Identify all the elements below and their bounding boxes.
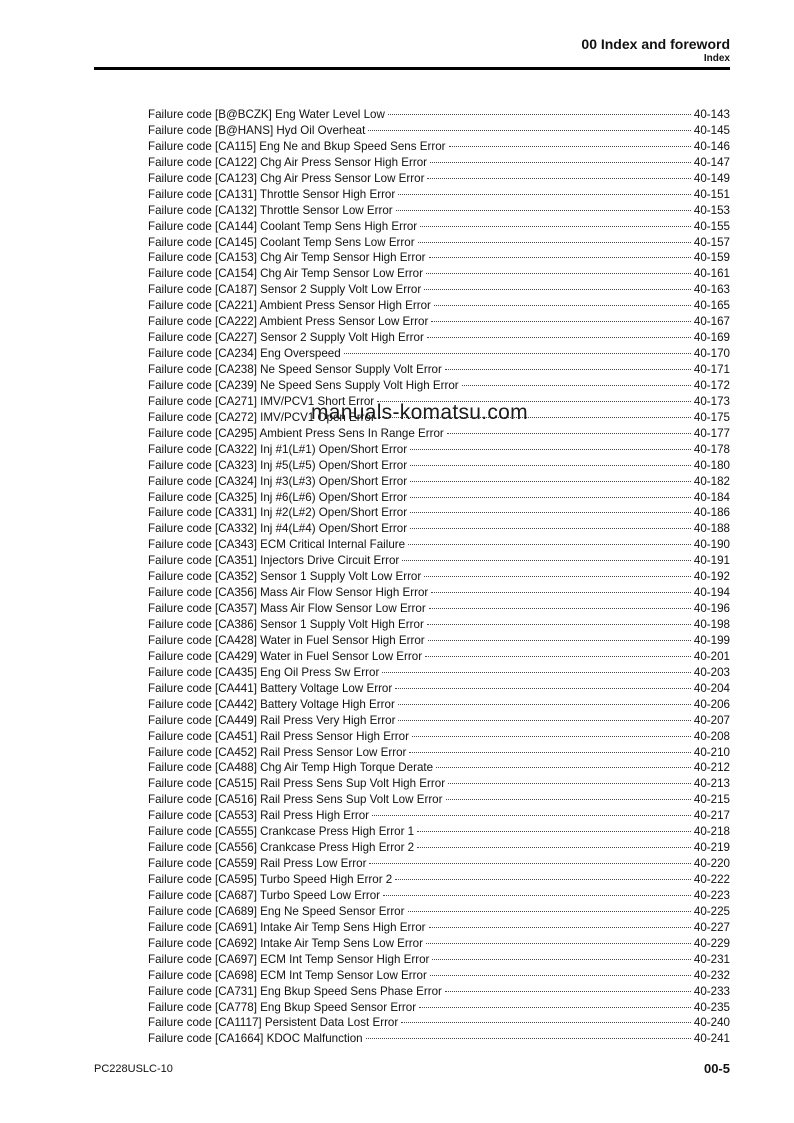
index-entry-page: 40-229	[693, 936, 730, 950]
dot-leader	[427, 337, 691, 338]
index-entry-page: 40-210	[693, 745, 730, 759]
index-entry-page: 40-182	[693, 474, 730, 488]
index-entry-page: 40-159	[693, 251, 730, 265]
index-entry-page: 40-146	[693, 139, 730, 153]
dot-leader	[410, 481, 691, 482]
index-entry-page: 40-222	[693, 873, 730, 886]
index-entry[interactable]	[148, 250, 730, 266]
dot-leader	[448, 783, 691, 784]
index-entry-label: Failure code [B@BCZK] Eng Water Level Low	[148, 108, 385, 121]
dot-leader	[431, 321, 691, 322]
index-entry[interactable]	[148, 888, 730, 904]
dot-leader	[427, 178, 690, 179]
index-entry-page: 40-231	[693, 952, 730, 966]
index-entry[interactable]	[148, 1000, 730, 1016]
dot-leader	[431, 592, 691, 593]
header-rule	[94, 67, 730, 70]
index-entry[interactable]	[148, 298, 730, 314]
index-entry[interactable]	[148, 585, 730, 601]
index-entry[interactable]	[148, 458, 730, 474]
index-entry-label: Failure code [CA115] Eng Ne and Bkup Speed Sens Error	[148, 139, 446, 153]
index-entry-label: Failure code [CA132] Throttle Sensor Low Error	[148, 203, 393, 217]
index-entry-label: Failure code [CA122] Chg Air Press Sensor High Error	[148, 155, 428, 169]
index-entry-page: 40-186	[693, 506, 730, 520]
index-entry-page: 40-240	[693, 1016, 730, 1030]
index-entry-page: 40-172	[693, 378, 730, 392]
dot-leader	[418, 242, 691, 243]
index-entry[interactable]	[148, 537, 730, 553]
dot-leader	[401, 1022, 691, 1023]
dot-leader	[412, 736, 691, 737]
index-entry-label: Failure code [CA556] Crankcase Press High Error 2	[148, 841, 415, 855]
index-entry[interactable]	[148, 282, 730, 298]
index-entry[interactable]	[148, 123, 730, 139]
index-entry-page: 40-155	[693, 219, 730, 233]
section-subtitle: Index	[703, 53, 730, 64]
dot-leader	[395, 879, 691, 880]
dot-leader	[426, 943, 691, 944]
index-entry[interactable]	[148, 426, 730, 442]
index-entry-label: Failure code [CA778] Eng Bkup Speed Sensor Error	[148, 1000, 417, 1014]
dot-leader	[420, 226, 691, 227]
index-entry-page: 40-157	[693, 235, 730, 249]
index-entry[interactable]	[148, 904, 730, 920]
index-entry[interactable]	[148, 314, 730, 330]
index-entry-label: Failure code [CA325] Inj #6(L#6) Open/Short Error	[148, 490, 408, 504]
index-entry-page: 40-241	[693, 1032, 730, 1046]
index-entry-page: 40-167	[693, 315, 730, 329]
dot-leader	[408, 911, 691, 912]
index-entry-label: Failure code [CA153] Chg Air Temp Sensor High Error	[148, 251, 426, 265]
index-entry-label: Failure code [CA1664] KDOC Malfunction	[148, 1032, 363, 1046]
index-entry-label: Failure code [B@HANS] Hyd Oil Overheat	[148, 123, 366, 137]
index-entry[interactable]	[148, 1031, 730, 1047]
index-entry[interactable]	[148, 521, 730, 537]
index-entry[interactable]	[148, 601, 730, 617]
dot-leader	[396, 210, 691, 211]
index-entry-label: Failure code [CA429] Water in Fuel Sensor Low Error	[148, 649, 423, 663]
index-entry-label: Failure code [CA689] Eng Ne Speed Sensor Error	[148, 904, 405, 918]
index-entry-label: Failure code [CA515] Rail Press Sens Sup Volt High Error	[148, 777, 446, 791]
index-entry[interactable]	[148, 808, 730, 824]
index-entry-label: Failure code [CA221] Ambient Press Sensor High Error	[148, 299, 431, 313]
index-entry-page: 40-194	[693, 586, 730, 600]
index-entry-page: 40-169	[693, 331, 730, 345]
dot-leader	[462, 385, 691, 386]
dot-leader	[410, 465, 691, 466]
index-entry-label: Failure code [CA449] Rail Press Very High Error	[148, 713, 396, 727]
dot-leader	[424, 289, 691, 290]
dot-leader	[429, 927, 691, 928]
index-entry-label: Failure code [CA154] Chg Air Temp Sensor Low Error	[148, 267, 423, 281]
index-entry[interactable]	[148, 107, 730, 123]
dot-leader	[382, 672, 691, 673]
index-entry-label: Failure code [CA131] Throttle Sensor High Error	[148, 187, 396, 201]
index-entry-label: Failure code [CA687] Turbo Speed Low Error	[148, 888, 380, 902]
dot-leader	[409, 752, 690, 753]
index-entry-label: Failure code [CA343] ECM Critical Internal Failure	[148, 538, 406, 552]
index-entry[interactable]	[148, 330, 730, 346]
index-entry-page: 40-225	[693, 904, 730, 918]
index-entry-label: Failure code [CA351] Injectors Drive Circuit Error	[148, 554, 400, 568]
dot-leader	[434, 305, 691, 306]
index-entry[interactable]	[148, 840, 730, 856]
index-entry-label: Failure code [CA222] Ambient Press Sensor Low Error	[148, 315, 429, 329]
dot-leader	[445, 991, 691, 992]
dot-leader	[372, 815, 691, 816]
dot-leader	[410, 497, 691, 498]
dot-leader	[383, 895, 691, 896]
index-entry[interactable]	[148, 665, 730, 681]
index-entry-label: Failure code [CA187] Sensor 2 Supply Volt Low Error	[148, 283, 422, 297]
index-entry[interactable]	[148, 490, 730, 506]
index-entry-label: Failure code [CA386] Sensor 1 Supply Volt High Error	[148, 618, 424, 631]
index-entry-label: Failure code [CA357] Mass Air Flow Sensor Low Error	[148, 602, 426, 616]
index-entry-page: 40-143	[693, 108, 730, 121]
index-entry-label: Failure code [CA271] IMV/PCV1 Short Error	[148, 394, 375, 408]
index-entry[interactable]	[148, 936, 730, 952]
section-title: 00 Index and foreword	[581, 36, 730, 52]
index-entry-page: 40-218	[693, 825, 730, 839]
index-entry-label: Failure code [CA595] Turbo Speed High Error 2	[148, 873, 393, 886]
index-entry[interactable]	[148, 617, 730, 633]
index-entry-label: Failure code [CA1117] Persistent Data Lost Error	[148, 1016, 399, 1030]
dot-leader	[395, 688, 691, 689]
index-entry[interactable]	[148, 378, 730, 394]
index-entry-label: Failure code [CA295] Ambient Press Sens In Range Error	[148, 426, 444, 440]
dot-leader	[429, 257, 691, 258]
index-entry-page: 40-151	[693, 187, 730, 201]
index-entry-page: 40-175	[693, 410, 730, 424]
index-entry-page: 40-223	[693, 888, 730, 902]
index-entry-label: Failure code [CA356] Mass Air Flow Sensor High Error	[148, 586, 429, 600]
index-entry-label: Failure code [CA559] Rail Press Low Error	[148, 857, 367, 871]
index-entry-page: 40-163	[693, 283, 730, 297]
index-entry-page: 40-217	[693, 809, 730, 823]
index-entry-page: 40-192	[693, 570, 730, 584]
index-entry-label: Failure code [CA145] Coolant Temp Sens Low Error	[148, 235, 415, 249]
index-entry[interactable]	[148, 856, 730, 872]
index-entry-page: 40-212	[693, 761, 730, 775]
index-entry[interactable]	[148, 505, 730, 521]
dot-leader	[446, 799, 691, 800]
index-entry[interactable]	[148, 553, 730, 569]
index-entry[interactable]	[148, 203, 730, 219]
index-entry[interactable]	[148, 235, 730, 251]
index-entry-page: 40-213	[693, 777, 730, 791]
dot-leader	[368, 130, 691, 131]
index-entry-page: 40-145	[693, 123, 730, 137]
index-entry[interactable]	[148, 155, 730, 171]
index-entry[interactable]	[148, 362, 730, 378]
index-entry-label: Failure code [CA428] Water in Fuel Sensor High Error	[148, 633, 425, 647]
index-entry-label: Failure code [CA442] Battery Voltage High Error	[148, 697, 395, 711]
index-entry-label: Failure code [CA272] IMV/PCV1 Open Error	[148, 410, 375, 424]
model-number: PC228USLC-10	[94, 1063, 173, 1075]
index-entry-label: Failure code [CA452] Rail Press Sensor Low Error	[148, 745, 407, 759]
index-entry-label: Failure code [CA441] Battery Voltage Low Error	[148, 681, 393, 695]
index-entry[interactable]	[148, 760, 730, 776]
dot-leader	[398, 720, 690, 721]
index-entry[interactable]	[148, 633, 730, 649]
index-entry-label: Failure code [CA239] Ne Speed Sens Supply Volt High Error	[148, 378, 459, 392]
dot-leader	[398, 194, 691, 195]
index-entry-page: 40-204	[693, 681, 730, 695]
index-entry[interactable]	[148, 139, 730, 155]
dot-leader	[436, 767, 691, 768]
index-entry-label: Failure code [CA332] Inj #4(L#4) Open/Short Error	[148, 522, 408, 536]
dot-leader	[447, 433, 691, 434]
index-entry-page: 40-208	[693, 729, 730, 743]
index-list	[148, 107, 730, 1047]
index-entry-label: Failure code [CA488] Chg Air Temp High Torque Derate	[148, 761, 434, 775]
dot-leader	[424, 576, 691, 577]
index-entry-page: 40-180	[693, 458, 730, 472]
index-entry-page: 40-232	[693, 968, 730, 982]
index-entry-page: 40-215	[693, 793, 730, 807]
index-entry-page: 40-177	[693, 426, 730, 440]
index-entry-page: 40-170	[693, 347, 730, 361]
index-entry-page: 40-201	[693, 649, 730, 663]
index-entry[interactable]	[148, 681, 730, 697]
page-number: 00-5	[703, 1061, 730, 1076]
dot-leader	[419, 1007, 691, 1008]
index-entry-page: 40-207	[693, 713, 730, 727]
index-entry[interactable]	[148, 729, 730, 745]
index-entry-label: Failure code [CA144] Coolant Temp Sens High Error	[148, 219, 418, 233]
index-entry[interactable]	[148, 219, 730, 235]
dot-leader	[408, 544, 691, 545]
index-entry[interactable]	[148, 171, 730, 187]
index-entry[interactable]	[148, 872, 730, 888]
dot-leader	[430, 162, 691, 163]
dot-leader	[410, 512, 691, 513]
index-entry-label: Failure code [CA697] ECM Int Temp Sensor High Error	[148, 952, 430, 966]
index-entry-page: 40-161	[693, 267, 730, 281]
index-entry[interactable]	[148, 187, 730, 203]
index-entry-page: 40-219	[693, 841, 730, 855]
index-entry-label: Failure code [CA516] Rail Press Sens Sup Volt Low Error	[148, 793, 443, 807]
index-entry-label: Failure code [CA451] Rail Press Sensor High Error	[148, 729, 409, 743]
index-entry[interactable]	[148, 745, 730, 761]
index-entry-page: 40-184	[693, 490, 730, 504]
dot-leader	[366, 1038, 691, 1039]
index-entry-page: 40-199	[693, 633, 730, 647]
index-entry[interactable]	[148, 649, 730, 665]
index-entry-page: 40-227	[693, 920, 730, 934]
index-entry-page: 40-203	[693, 665, 730, 679]
dot-leader	[425, 656, 691, 657]
index-entry[interactable]	[148, 792, 730, 808]
index-entry[interactable]	[148, 1015, 730, 1031]
index-entry-label: Failure code [CA692] Intake Air Temp Sens Low Error	[148, 936, 423, 950]
index-entry-label: Failure code [CA123] Chg Air Press Sensor Low Error	[148, 171, 425, 185]
index-entry-page: 40-147	[693, 155, 730, 169]
dot-leader	[445, 369, 691, 370]
dot-leader	[417, 847, 691, 848]
index-entry-page: 40-235	[693, 1000, 730, 1014]
dot-leader	[426, 273, 691, 274]
index-entry[interactable]	[148, 968, 730, 984]
index-entry[interactable]	[148, 569, 730, 585]
index-entry-page: 40-173	[693, 394, 730, 408]
index-entry[interactable]	[148, 920, 730, 936]
index-entry-label: Failure code [CA323] Inj #5(L#5) Open/Short Error	[148, 458, 408, 472]
dot-leader	[398, 704, 691, 705]
index-entry-page: 40-233	[693, 984, 730, 998]
index-entry-page: 40-206	[693, 697, 730, 711]
index-entry-page: 40-196	[693, 602, 730, 616]
index-entry[interactable]	[148, 697, 730, 713]
index-entry-label: Failure code [CA691] Intake Air Temp Sens High Error	[148, 920, 426, 934]
index-entry-page: 40-171	[693, 363, 730, 376]
watermark: manuals-komatsu.com	[311, 401, 528, 424]
dot-leader	[432, 959, 691, 960]
dot-leader	[402, 560, 691, 561]
dot-leader	[410, 449, 691, 450]
index-entry[interactable]	[148, 984, 730, 1000]
dot-leader	[417, 831, 691, 832]
index-entry-label: Failure code [CA352] Sensor 1 Supply Volt Low Error	[148, 570, 422, 584]
dot-leader	[427, 624, 691, 625]
index-entry-page: 40-188	[693, 522, 730, 536]
index-entry[interactable]	[148, 824, 730, 840]
dot-leader	[429, 608, 691, 609]
index-entry-page: 40-165	[693, 299, 730, 313]
index-entry-label: Failure code [CA322] Inj #1(L#1) Open/Short Error	[148, 442, 408, 456]
index-entry-label: Failure code [CA555] Crankcase Press High Error 1	[148, 825, 415, 839]
index-entry[interactable]	[148, 776, 730, 792]
dot-leader	[344, 353, 691, 354]
index-entry-label: Failure code [CA324] Inj #3(L#3) Open/Short Error	[148, 474, 408, 488]
index-entry-page: 40-178	[693, 442, 730, 456]
index-entry-label: Failure code [CA553] Rail Press High Error	[148, 809, 370, 823]
index-entry-page: 40-149	[693, 171, 730, 185]
index-entry-page: 40-190	[693, 538, 730, 552]
index-entry-label: Failure code [CA234] Eng Overspeed	[148, 347, 341, 361]
index-entry[interactable]	[148, 442, 730, 458]
index-entry-page: 40-191	[693, 554, 730, 568]
index-entry-page: 40-220	[693, 857, 730, 871]
index-entry-label: Failure code [CA331] Inj #2(L#2) Open/Short Error	[148, 506, 408, 520]
index-entry-label: Failure code [CA227] Sensor 2 Supply Volt High Error	[148, 331, 424, 345]
index-entry[interactable]	[148, 346, 730, 362]
index-entry-page: 40-198	[693, 618, 730, 631]
dot-leader	[410, 528, 691, 529]
index-entry[interactable]	[148, 266, 730, 282]
index-entry-page: 40-153	[693, 203, 730, 217]
dot-leader	[430, 975, 691, 976]
index-entry[interactable]	[148, 713, 730, 729]
index-entry[interactable]	[148, 952, 730, 968]
index-entry-label: Failure code [CA238] Ne Speed Sensor Supply Volt Error	[148, 363, 442, 376]
index-entry-label: Failure code [CA698] ECM Int Temp Sensor Low Error	[148, 968, 427, 982]
dot-leader	[369, 863, 690, 864]
dot-leader	[388, 114, 691, 115]
index-entry-label: Failure code [CA731] Eng Bkup Speed Sens Phase Error	[148, 984, 442, 998]
index-entry-label: Failure code [CA435] Eng Oil Press Sw Error	[148, 665, 380, 679]
dot-leader	[428, 640, 691, 641]
index-entry[interactable]	[148, 474, 730, 490]
dot-leader	[449, 146, 691, 147]
